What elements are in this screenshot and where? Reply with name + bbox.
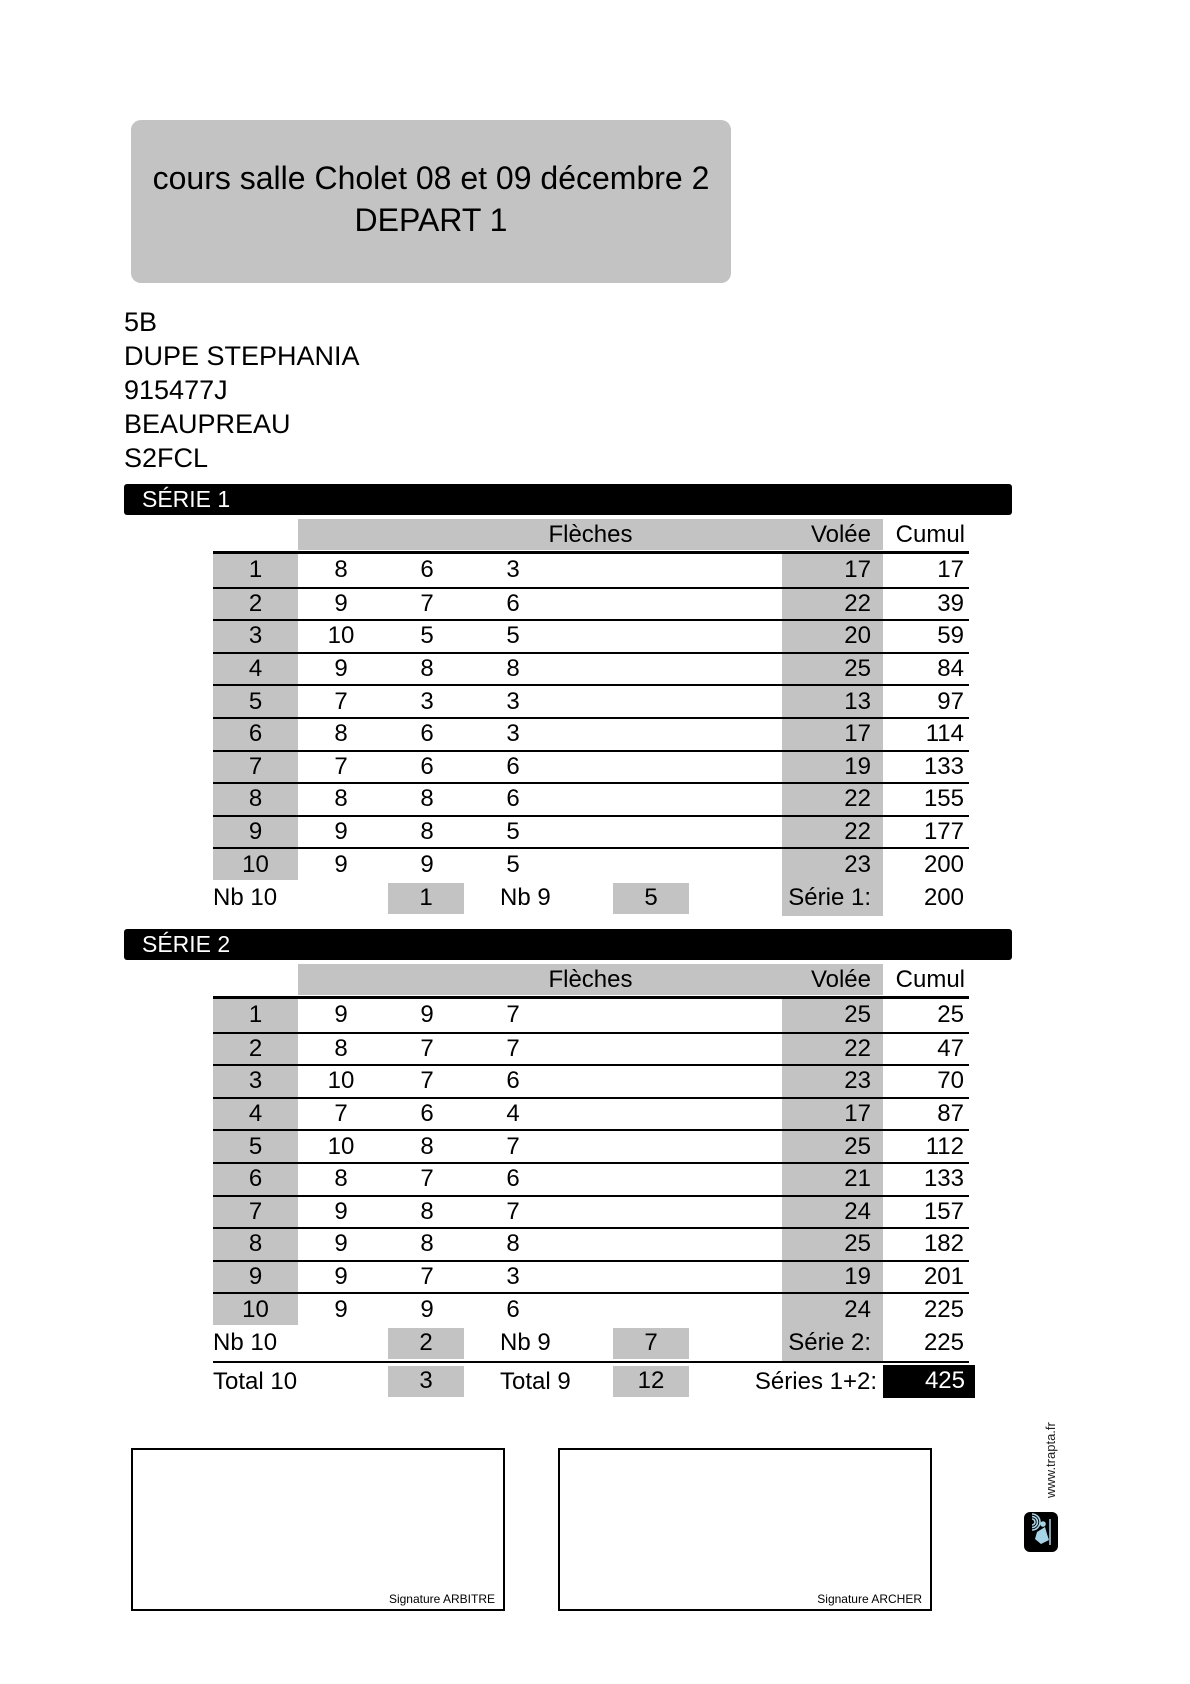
- arrow-score: 8: [334, 720, 348, 748]
- arrow-score: 8: [506, 1230, 520, 1258]
- volley-total: 22: [782, 589, 883, 620]
- event-header: [131, 120, 731, 283]
- arrow-score: 6: [420, 1100, 434, 1128]
- volley-number: 5: [213, 1131, 298, 1162]
- cumulative-total: 25: [937, 1001, 964, 1029]
- arrow-score: 3: [506, 1263, 520, 1291]
- table-row: [213, 652, 969, 685]
- volley-number: 4: [213, 654, 298, 685]
- table-row: [213, 1292, 969, 1325]
- volley-number: 9: [213, 1262, 298, 1293]
- arrow-score: 9: [334, 818, 348, 846]
- arrow-score: 9: [334, 850, 348, 878]
- table-row: [213, 1162, 969, 1195]
- volley-total: 23: [782, 1066, 883, 1097]
- arrow-score: 7: [420, 1067, 434, 1095]
- table-row: [213, 717, 969, 750]
- serie-2-total-label: Série 2:: [782, 1325, 883, 1361]
- arrow-score: 9: [334, 1197, 348, 1225]
- serie-2-title-bar: SÉRIE 2: [124, 929, 1012, 960]
- arrow-score: 7: [420, 1034, 434, 1062]
- arrow-score: 8: [506, 655, 520, 683]
- arrow-score: 8: [420, 1132, 434, 1160]
- arrow-score: 9: [334, 1001, 348, 1029]
- arrow-score: 9: [334, 1263, 348, 1291]
- serie-1-section: [0, 484, 1190, 916]
- archer-signature-label: Signature ARCHER: [817, 1592, 922, 1606]
- arrow-score: 6: [506, 1067, 520, 1095]
- volley-total: 17: [782, 1099, 883, 1130]
- target-number: 5B: [124, 307, 158, 337]
- arrow-score: 6: [420, 556, 434, 584]
- table-row: [213, 1129, 969, 1162]
- volley-number: 4: [213, 1099, 298, 1130]
- total9-label: Total 9: [500, 1367, 571, 1395]
- volley-number: 3: [213, 621, 298, 652]
- volley-number: 6: [213, 1164, 298, 1195]
- total10-label: Total 10: [213, 1367, 298, 1395]
- arrow-score: 9: [334, 1295, 348, 1323]
- serie-1-total-value: 200: [923, 883, 964, 911]
- referee-signature-label: Signature ARBITRE: [388, 1592, 495, 1606]
- table-row: [213, 1032, 969, 1065]
- nb9-count: 7: [613, 1328, 689, 1359]
- volley-number: 3: [213, 1066, 298, 1097]
- volley-number: 5: [213, 686, 298, 717]
- volley-number: 1: [213, 554, 298, 587]
- volley-number: 8: [213, 784, 298, 815]
- volley-number: 6: [213, 719, 298, 750]
- arrow-score: 7: [334, 752, 348, 780]
- arrow-score: 5: [506, 818, 520, 846]
- arrow-score: 8: [420, 1230, 434, 1258]
- depart-title: DEPART 1: [354, 202, 508, 238]
- spacer: [556, 1294, 782, 1325]
- series-sum-label: Séries 1+2:: [754, 1367, 877, 1395]
- volley-number: 8: [213, 1229, 298, 1260]
- volee-header: Volée: [810, 521, 871, 548]
- arrow-score: 10: [327, 622, 355, 650]
- volley-total: 17: [782, 554, 883, 587]
- total10-count: 3: [388, 1366, 464, 1397]
- serie-1-title-bar: SÉRIE 1: [124, 484, 1012, 515]
- serie-2-section: [0, 929, 1190, 1401]
- cumulative-total: 17: [937, 556, 964, 584]
- serie-2-counts-row: [213, 1325, 969, 1361]
- arrow-score: 8: [334, 1165, 348, 1193]
- volley-total: 25: [782, 1229, 883, 1260]
- cumulative-total: 112: [925, 1132, 964, 1160]
- spacer: [556, 1099, 782, 1130]
- grand-total-row: [213, 1361, 969, 1401]
- arrow-score: 7: [420, 1263, 434, 1291]
- cumulative-total: 97: [937, 687, 964, 715]
- nb9-label: Nb 9: [500, 883, 551, 911]
- arrow-score: 7: [506, 1001, 520, 1029]
- volley-total: 13: [782, 686, 883, 717]
- table-row: [213, 1097, 969, 1130]
- volley-total: 21: [782, 1164, 883, 1195]
- arrow-score: 8: [334, 556, 348, 584]
- spacer: [556, 686, 782, 717]
- cumulative-total: 114: [925, 720, 964, 748]
- arrow-score: 7: [506, 1197, 520, 1225]
- cumulative-total: 201: [923, 1263, 964, 1291]
- spacer: [556, 589, 782, 620]
- volley-total: 22: [782, 784, 883, 815]
- arrow-score: 6: [506, 752, 520, 780]
- table-row: [213, 619, 969, 652]
- spacer: [556, 621, 782, 652]
- cumulative-total: 133: [923, 1165, 964, 1193]
- cumulative-total: 155: [923, 785, 964, 813]
- arrow-score: 7: [420, 1165, 434, 1193]
- arrow-score: 8: [420, 818, 434, 846]
- cumulative-total: 182: [923, 1230, 964, 1258]
- volley-number: 10: [213, 849, 298, 880]
- volley-total: 24: [782, 1294, 883, 1325]
- serie-2-table: [213, 996, 969, 1325]
- referee-signature-box: [131, 1448, 505, 1611]
- serie-1-table-header: [0, 515, 1190, 551]
- serie-2-total-value: 225: [923, 1328, 964, 1356]
- fleches-header: Flèches: [548, 966, 633, 993]
- serie-1-table: [213, 551, 969, 880]
- archer-signature-box: [558, 1448, 932, 1611]
- table-row: [213, 1260, 969, 1293]
- cumulative-total: 84: [937, 655, 964, 683]
- spacer: [556, 1034, 782, 1065]
- arrow-score: 3: [506, 720, 520, 748]
- arrow-score: 3: [420, 687, 434, 715]
- cumulative-total: 157: [923, 1197, 964, 1225]
- category: S2FCL: [124, 443, 209, 473]
- volley-total: 19: [782, 1262, 883, 1293]
- cumulative-total: 59: [937, 622, 964, 650]
- arrow-score: 7: [420, 589, 434, 617]
- nb10-count: 1: [388, 883, 464, 914]
- licence-number: 915477J: [124, 375, 228, 405]
- volley-total: 25: [782, 999, 883, 1032]
- spacer: [556, 1197, 782, 1228]
- spacer: [556, 784, 782, 815]
- arrow-score: 5: [506, 850, 520, 878]
- volley-total: 25: [782, 1131, 883, 1162]
- table-row: [213, 1227, 969, 1260]
- spacer: [556, 849, 782, 880]
- arrow-score: 5: [420, 622, 434, 650]
- spacer: [556, 719, 782, 750]
- arrow-score: 9: [420, 1001, 434, 1029]
- arrow-score: 4: [506, 1100, 520, 1128]
- table-row: [213, 815, 969, 848]
- volley-number: 1: [213, 999, 298, 1032]
- nb10-label: Nb 10: [213, 883, 278, 911]
- event-title: cours salle Cholet 08 et 09 décembre 2: [152, 160, 710, 196]
- serie-1-total-label: Série 1:: [782, 880, 883, 916]
- table-row: [213, 554, 969, 587]
- arrow-score: 3: [506, 556, 520, 584]
- table-row: [213, 1195, 969, 1228]
- volley-total: 22: [782, 1034, 883, 1065]
- table-row: [213, 684, 969, 717]
- volley-total: 17: [782, 719, 883, 750]
- table-row: [213, 999, 969, 1032]
- spacer: [556, 999, 782, 1032]
- cumulative-total: 133: [923, 752, 964, 780]
- arrow-score: 5: [506, 622, 520, 650]
- spacer: [556, 1131, 782, 1162]
- spacer: [556, 817, 782, 848]
- volley-number: 9: [213, 817, 298, 848]
- table-row: [213, 750, 969, 783]
- arrow-score: 8: [420, 1197, 434, 1225]
- volley-number: 10: [213, 1294, 298, 1325]
- archer-name: DUPE STEPHANIA: [124, 341, 360, 371]
- arrow-score: 9: [420, 1295, 434, 1323]
- cumulative-total: 177: [923, 818, 964, 846]
- arrow-score: 9: [334, 655, 348, 683]
- arrow-score: 6: [506, 1165, 520, 1193]
- arrow-score: 6: [506, 589, 520, 617]
- arrow-score: 10: [327, 1132, 355, 1160]
- cumulative-total: 200: [923, 850, 964, 878]
- club-name: BEAUPREAU: [124, 409, 291, 439]
- arrow-score: 6: [420, 720, 434, 748]
- table-row: [213, 1064, 969, 1097]
- spacer: [556, 1229, 782, 1260]
- arrow-score: 9: [420, 850, 434, 878]
- serie-1-counts-row: [213, 880, 969, 916]
- nb9-count: 5: [613, 883, 689, 914]
- nb10-label: Nb 10: [213, 1328, 278, 1356]
- trapta-logo-icon: [1024, 1512, 1058, 1552]
- table-row: [213, 782, 969, 815]
- spacer: [556, 654, 782, 685]
- arrow-score: 3: [506, 687, 520, 715]
- cumulative-total: 70: [937, 1067, 964, 1095]
- arrow-score: 7: [334, 687, 348, 715]
- volee-header: Volée: [810, 966, 871, 993]
- volley-number: 2: [213, 589, 298, 620]
- arrow-score: 8: [420, 785, 434, 813]
- arrow-score: 6: [506, 1295, 520, 1323]
- cumulative-total: 47: [937, 1034, 964, 1062]
- arrow-score: 9: [334, 1230, 348, 1258]
- arrow-score: 8: [334, 785, 348, 813]
- cumulative-total: 87: [937, 1100, 964, 1128]
- series-sum-value: 425: [883, 1365, 975, 1398]
- nb10-count: 2: [388, 1328, 464, 1359]
- archer-info: [124, 305, 360, 475]
- arrow-score: 8: [334, 1034, 348, 1062]
- volley-number: 7: [213, 1197, 298, 1228]
- volley-total: 25: [782, 654, 883, 685]
- volley-number: 2: [213, 1034, 298, 1065]
- spacer: [556, 1066, 782, 1097]
- spacer: [556, 554, 782, 587]
- volley-total: 24: [782, 1197, 883, 1228]
- volley-total: 19: [782, 752, 883, 783]
- cumul-header: Cumul: [895, 966, 965, 993]
- arrow-score: 6: [506, 785, 520, 813]
- cumul-header: Cumul: [895, 521, 965, 548]
- volley-total: 22: [782, 817, 883, 848]
- website-url: www.trapta.fr: [1043, 1422, 1058, 1498]
- cumulative-total: 39: [937, 589, 964, 617]
- spacer: [556, 752, 782, 783]
- arrow-score: 8: [420, 655, 434, 683]
- arrow-score: 7: [506, 1132, 520, 1160]
- serie-2-table-header: [0, 960, 1190, 996]
- fleches-header: Flèches: [548, 521, 633, 548]
- arrow-score: 7: [506, 1034, 520, 1062]
- total9-count: 12: [613, 1366, 689, 1397]
- volley-number: 7: [213, 752, 298, 783]
- volley-total: 20: [782, 621, 883, 652]
- arrow-score: 7: [334, 1100, 348, 1128]
- cumulative-total: 225: [923, 1295, 964, 1323]
- nb9-label: Nb 9: [500, 1328, 551, 1356]
- spacer: [556, 1262, 782, 1293]
- arrow-score: 9: [334, 589, 348, 617]
- arrow-score: 10: [327, 1067, 355, 1095]
- spacer: [556, 1164, 782, 1195]
- volley-total: 23: [782, 849, 883, 880]
- table-row: [213, 587, 969, 620]
- arrow-score: 6: [420, 752, 434, 780]
- table-row: [213, 847, 969, 880]
